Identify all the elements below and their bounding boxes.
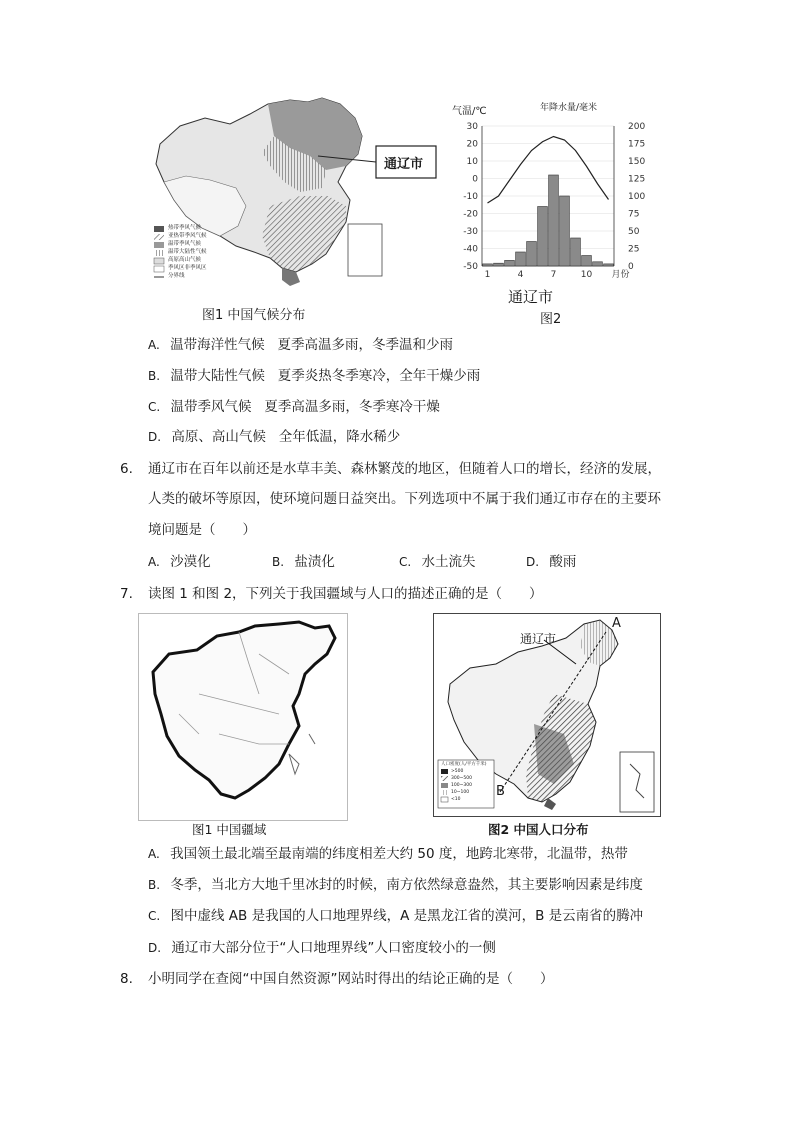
q6-option-b bbox=[272, 553, 335, 571]
legend-item: 温带大陆性气候 bbox=[168, 249, 207, 255]
chart-city-label: 通辽市 bbox=[508, 288, 554, 306]
label-a: A bbox=[612, 616, 621, 631]
left-tick-label: 30 bbox=[466, 122, 478, 132]
right-tick-label: 0 bbox=[628, 262, 634, 272]
question-number: 6. bbox=[120, 461, 133, 477]
left-tick-label: 20 bbox=[466, 139, 478, 150]
precip-bar bbox=[604, 264, 614, 266]
q7-option-b bbox=[148, 876, 643, 894]
chart-left-axis-title: 气温/℃ bbox=[452, 106, 487, 117]
precip-bar bbox=[538, 207, 548, 267]
figure-population-map bbox=[433, 613, 661, 817]
right-tick-label: 200 bbox=[628, 122, 646, 132]
option-letter: D. bbox=[148, 430, 162, 444]
option-letter: C. bbox=[148, 909, 161, 923]
left-tick-label: -50 bbox=[463, 262, 478, 272]
figure-climate-map bbox=[150, 96, 440, 296]
x-tick-label: 4 bbox=[517, 270, 524, 280]
figure-caption: 图1 中国疆域 bbox=[192, 822, 267, 837]
q7-option-c bbox=[148, 907, 643, 925]
right-tick-label: 50 bbox=[628, 227, 640, 237]
legend-item: 高原高山气候 bbox=[168, 257, 202, 263]
population-legend bbox=[441, 761, 487, 803]
precip-bar bbox=[505, 260, 515, 266]
legend-item: 热带季风气候 bbox=[168, 225, 202, 231]
option-letter: B. bbox=[148, 878, 161, 892]
q6-option-d bbox=[526, 553, 576, 571]
q7-option-a bbox=[148, 845, 628, 863]
legend-item: 10~100 bbox=[451, 790, 470, 795]
legend-item: 温带季风气候 bbox=[168, 241, 202, 247]
option-letter: A. bbox=[148, 338, 160, 352]
right-tick-label: 100 bbox=[628, 192, 646, 202]
precip-bar bbox=[516, 252, 526, 266]
x-tick-label: 1 bbox=[484, 270, 491, 280]
option-text: 温带大陆性气候 夏季炎热冬季寒冷，全年干燥少雨 bbox=[170, 368, 481, 384]
territory-map-graphic bbox=[139, 614, 347, 820]
q6-option-a bbox=[148, 553, 211, 571]
left-tick-label: 10 bbox=[466, 157, 478, 167]
legend-item: 100~300 bbox=[451, 783, 472, 788]
climate-map-legend bbox=[168, 224, 207, 280]
population-map-callout: 通辽市 bbox=[520, 632, 557, 646]
option-text: 高原、高山气候 全年低温，降水稀少 bbox=[171, 429, 401, 445]
left-tick-label: 0 bbox=[472, 174, 478, 185]
q5-option-c bbox=[148, 398, 440, 416]
option-letter: B. bbox=[272, 555, 285, 569]
option-letter: D. bbox=[526, 555, 540, 569]
q7-stem: 读图 1 和图 2，下列关于我国疆域与人口的描述正确的是（ ） bbox=[148, 586, 543, 602]
legend-item: 季风区非季风区 bbox=[168, 265, 207, 271]
chart-right-axis-title: 年降水量/毫米 bbox=[540, 103, 598, 113]
legend-item: <10 bbox=[451, 797, 461, 802]
option-text: 温带季风气候 夏季高温多雨，冬季寒冷干燥 bbox=[170, 399, 440, 415]
precip-bar bbox=[494, 263, 504, 266]
question-number: 8. bbox=[120, 971, 133, 987]
option-letter: A. bbox=[148, 555, 160, 569]
option-text: 我国领土最北端至最南端的纬度相差大约 50 度，地跨北寒带，北温带，热带 bbox=[170, 846, 628, 862]
q6-stem-line: 人类的破坏等原因，使环境问题日益突出。下列选项中不属于我们通辽市存在的主要环 bbox=[148, 491, 661, 507]
option-text: 酸雨 bbox=[549, 554, 577, 570]
q6-stem-line: 通辽市在百年以前还是水草丰美、森林繁茂的地区，但随着人口的增长，经济的发展， bbox=[148, 461, 661, 477]
legend-title: 人口密度(人/平方千米) bbox=[441, 762, 487, 767]
legend-item: 分界线 bbox=[168, 273, 185, 279]
chart-caption: 图2 bbox=[540, 312, 562, 327]
label-b: B bbox=[496, 784, 505, 799]
option-letter: C. bbox=[399, 555, 412, 569]
x-tick-label: 7 bbox=[550, 270, 557, 280]
q5-option-b bbox=[148, 367, 480, 385]
option-letter: C. bbox=[148, 400, 161, 414]
right-tick-label: 150 bbox=[628, 157, 646, 167]
right-tick-label: 25 bbox=[628, 244, 640, 255]
legend-item: >500 bbox=[451, 769, 464, 774]
q8-stem: 小明同学在查阅“中国自然资源”网站时得出的结论正确的是（ ） bbox=[148, 971, 554, 987]
legend-item: 亚热带季风气候 bbox=[168, 233, 207, 239]
right-tick-label: 125 bbox=[628, 174, 646, 185]
precip-bar bbox=[483, 264, 493, 266]
x-tick-label: 10 bbox=[580, 270, 593, 280]
figure-caption: 图2 中国人口分布 bbox=[488, 822, 589, 837]
option-letter: B. bbox=[148, 369, 161, 383]
precip-bar bbox=[527, 242, 537, 267]
precip-bar bbox=[549, 175, 559, 266]
q5-option-a bbox=[148, 336, 453, 354]
left-tick-label: -10 bbox=[463, 192, 478, 202]
legend-item: 300~500 bbox=[451, 776, 472, 781]
precip-bar bbox=[571, 238, 581, 266]
q7-option-d bbox=[148, 939, 496, 957]
option-letter: D. bbox=[148, 941, 162, 955]
q6-option-c bbox=[399, 553, 476, 571]
q5-option-d bbox=[148, 428, 400, 446]
option-text: 盐渍化 bbox=[294, 554, 335, 570]
option-text: 水土流失 bbox=[421, 554, 476, 570]
right-tick-label: 75 bbox=[628, 209, 640, 220]
x-axis-suffix: 月份 bbox=[611, 270, 630, 280]
q6-stem-line: 境问题是（ ） bbox=[148, 522, 256, 538]
chart-plot bbox=[446, 100, 646, 295]
climate-chart bbox=[446, 100, 646, 330]
question-number: 7. bbox=[120, 586, 133, 602]
figure-caption: 图1 中国气候分布 bbox=[202, 308, 306, 323]
precip-bar bbox=[582, 256, 592, 267]
left-tick-label: -30 bbox=[463, 227, 478, 237]
right-tick-label: 175 bbox=[628, 139, 646, 150]
temperature-line bbox=[488, 137, 609, 204]
climate-map-callout: 通辽市 bbox=[384, 157, 424, 172]
option-text: 图中虚线 AB 是我国的人口地理界线，A 是黑龙江省的漠河，B 是云南省的腾冲 bbox=[170, 908, 644, 924]
precip-bar bbox=[560, 196, 570, 266]
left-tick-label: -20 bbox=[463, 209, 478, 220]
precip-bar bbox=[593, 262, 603, 266]
option-letter: A. bbox=[148, 847, 160, 861]
option-text: 通辽市大部分位于“人口地理界线”人口密度较小的一侧 bbox=[171, 940, 496, 956]
option-text: 沙漠化 bbox=[170, 554, 211, 570]
option-text: 温带海洋性气候 夏季高温多雨，冬季温和少雨 bbox=[170, 337, 453, 353]
option-text: 冬季，当北方大地千里冰封的时候，南方依然绿意盎然，其主要影响因素是纬度 bbox=[170, 877, 643, 893]
figure-territory-map bbox=[138, 613, 348, 821]
left-tick-label: -40 bbox=[463, 244, 478, 255]
